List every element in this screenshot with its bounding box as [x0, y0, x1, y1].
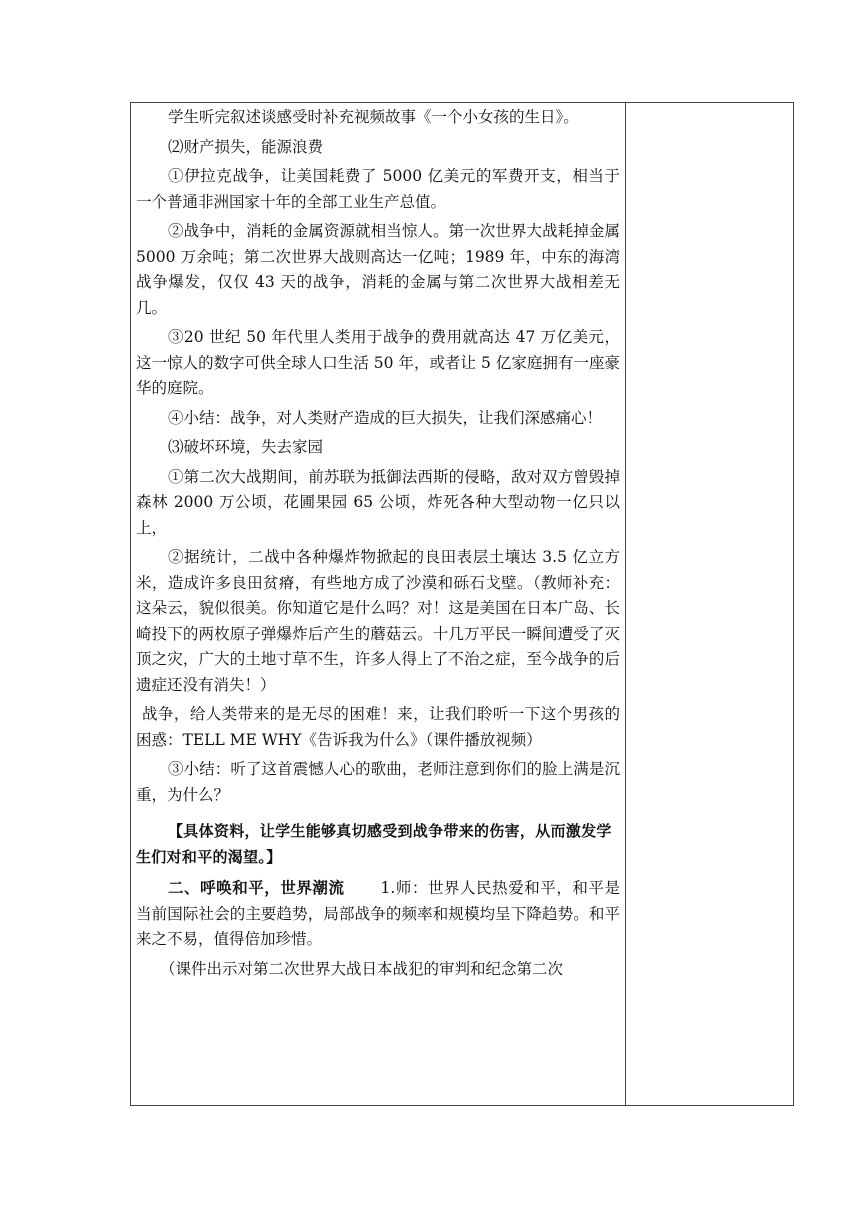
- lesson-table: [130, 102, 794, 1106]
- paragraph: ②据统计，二战中各种爆炸物掀起的良田表层土壤达 3.5 亿立方米，造成许多良田贫瘠，有些地方成了沙漠和砾石戈壁。（教师补充：这朵云，貌似很美。你知道它是什么吗？对！这是美国在日本广岛、长崎投下的两枚原子弹爆炸后产生的蘑菇云。十几万平民一瞬间遭受了灭顶之灾，广大的土地寸草不生，许多人得上了不治之症，至今战争的后遗症还没有消失！）: [136, 548, 620, 694]
- paragraph: ①伊拉克战争，让美国耗费了 5000 亿美元的军费开支，相当于一个普通非洲国家十年的全部工业生产总值。: [136, 167, 620, 211]
- paragraph: ②战争中，消耗的金属资源就相当惊人。第一次世界大战耗掉金属 5000 万余吨；第二次世界大战则高达一亿吨；1989 年，中东的海湾战争爆发，仅仅 43 天的战争，消耗的金属与第二次世界大战相差无几。: [136, 222, 620, 317]
- paragraph: ③20 世纪 50 年代里人类用于战争的费用就高达 47 万亿美元，这一惊人的数字可供全球人口生活 50 年，或者让 5 亿家庭拥有一座豪华的庭院。: [136, 328, 620, 397]
- section-2-heading: 二、呼唤和平，世界潮流: [168, 879, 345, 897]
- design-note: 【具体资料，让学生能够真切感受到战争带来的伤害，从而激发学生们对和平的渴望。】: [136, 822, 612, 866]
- section-2-paragraph: [136, 876, 620, 957]
- paragraph: ③小结：听了这首震憾人心的歌曲，老师注意到你们的脸上满是沉重，为什么？: [136, 760, 620, 804]
- subheading-environment: ⑶破坏环境，失去家园: [168, 438, 324, 456]
- paragraph: 战争，给人类带来的是无尽的困难！来，让我们聆听一下这个男孩的困惑：TELL ME WHY《告诉我为什么》（课件播放视频）: [136, 705, 620, 749]
- paragraph: （课件出示对第二次世界大战日本战犯的审判和纪念第二次: [160, 959, 564, 978]
- notes-cell: [626, 103, 794, 1105]
- subheading-property-loss: ⑵财产损失，能源浪费: [168, 137, 324, 156]
- section-2-text: 1.师：世界人民热爱和平，和平是当前国际社会的主要趋势，局部战争的频率和规模均呈下降趋势。和平来之不易，值得倍加珍惜。: [136, 879, 620, 948]
- paragraph: ①第二次大战期间，前苏联为抵御法西斯的侵略，敌对双方曾毁掉森林 2000 万公顷，花圃果园 65 公顷，炸死各种大型动物一亿只以上，: [136, 467, 620, 537]
- paragraph: ④小结：战争，对人类财产造成的巨大损失，让我们深感痛心！: [168, 408, 603, 427]
- paragraph: 学生听完叙述谈感受时补充视频故事《一个小女孩的生日》。: [168, 108, 579, 126]
- lesson-content-cell: [136, 105, 620, 986]
